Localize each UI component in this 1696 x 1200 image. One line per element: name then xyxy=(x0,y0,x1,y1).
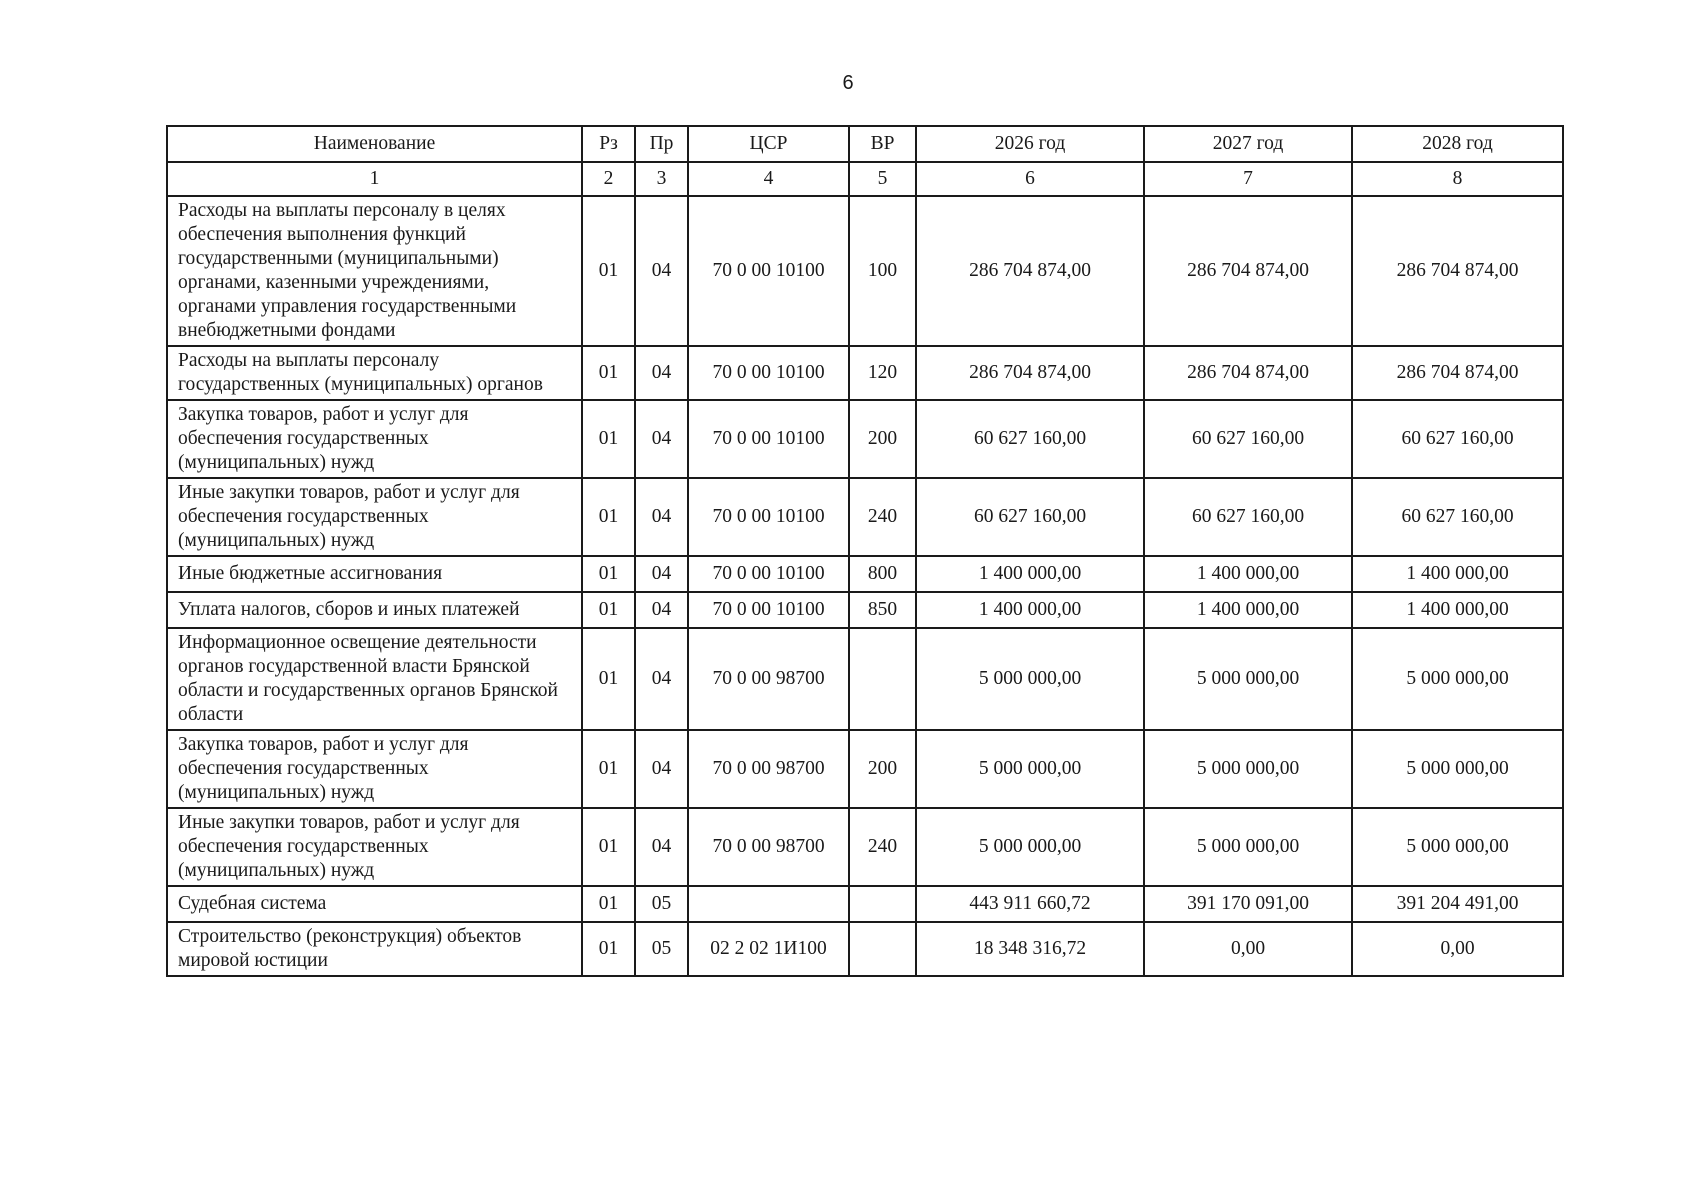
cell-2028: 1 400 000,00 xyxy=(1352,556,1563,592)
cell-2028: 391 204 491,00 xyxy=(1352,886,1563,922)
header-vr: ВР xyxy=(849,126,916,162)
cell-rz: 01 xyxy=(582,922,635,976)
table-row xyxy=(167,628,1563,730)
cell-2026: 18 348 316,72 xyxy=(916,922,1144,976)
cell-rz: 01 xyxy=(582,478,635,556)
cell-vr xyxy=(849,628,916,730)
cell-2027: 60 627 160,00 xyxy=(1144,478,1352,556)
cell-2027: 5 000 000,00 xyxy=(1144,730,1352,808)
cell-2028: 60 627 160,00 xyxy=(1352,400,1563,478)
cell-2026: 1 400 000,00 xyxy=(916,556,1144,592)
cell-vr: 240 xyxy=(849,808,916,886)
cell-pr: 05 xyxy=(635,922,688,976)
cell-name: Иные закупки товаров, работ и услуг для обеспечения государственных (муниципальных) нужд xyxy=(167,808,582,886)
cell-pr: 04 xyxy=(635,628,688,730)
cell-2028: 5 000 000,00 xyxy=(1352,730,1563,808)
table-row xyxy=(167,556,1563,592)
column-number-row xyxy=(167,162,1563,196)
cell-csr: 70 0 00 10100 xyxy=(688,400,849,478)
cell-2026: 1 400 000,00 xyxy=(916,592,1144,628)
table-row xyxy=(167,886,1563,922)
column-number: 7 xyxy=(1144,162,1352,196)
header-rz: Рз xyxy=(582,126,635,162)
cell-2027: 1 400 000,00 xyxy=(1144,556,1352,592)
cell-csr: 70 0 00 10100 xyxy=(688,196,849,346)
cell-csr: 70 0 00 10100 xyxy=(688,478,849,556)
cell-2028: 5 000 000,00 xyxy=(1352,808,1563,886)
cell-rz: 01 xyxy=(582,730,635,808)
budget-table xyxy=(166,125,1564,977)
cell-vr: 240 xyxy=(849,478,916,556)
cell-2026: 5 000 000,00 xyxy=(916,628,1144,730)
cell-csr xyxy=(688,886,849,922)
cell-vr xyxy=(849,886,916,922)
page-number: 6 xyxy=(842,72,854,94)
cell-rz: 01 xyxy=(582,400,635,478)
cell-rz: 01 xyxy=(582,592,635,628)
column-number: 3 xyxy=(635,162,688,196)
cell-pr: 05 xyxy=(635,886,688,922)
cell-name: Иные бюджетные ассигнования xyxy=(167,556,582,592)
cell-vr: 200 xyxy=(849,730,916,808)
cell-csr: 02 2 02 1И100 xyxy=(688,922,849,976)
table-row xyxy=(167,592,1563,628)
header-csr: ЦСР xyxy=(688,126,849,162)
cell-pr: 04 xyxy=(635,556,688,592)
table-row xyxy=(167,922,1563,976)
table-row xyxy=(167,346,1563,400)
cell-pr: 04 xyxy=(635,478,688,556)
cell-vr: 850 xyxy=(849,592,916,628)
cell-name: Закупка товаров, работ и услуг для обеспечения государственных (муниципальных) нужд xyxy=(167,730,582,808)
cell-csr: 70 0 00 10100 xyxy=(688,592,849,628)
cell-name: Иные закупки товаров, работ и услуг для обеспечения государственных (муниципальных) нужд xyxy=(167,478,582,556)
cell-2027: 286 704 874,00 xyxy=(1144,346,1352,400)
cell-2028: 60 627 160,00 xyxy=(1352,478,1563,556)
cell-2027: 0,00 xyxy=(1144,922,1352,976)
header-pr: Пр xyxy=(635,126,688,162)
cell-2028: 286 704 874,00 xyxy=(1352,196,1563,346)
table-body xyxy=(167,162,1563,976)
cell-csr: 70 0 00 98700 xyxy=(688,628,849,730)
header-2026: 2026 год xyxy=(916,126,1144,162)
cell-csr: 70 0 00 98700 xyxy=(688,730,849,808)
cell-2027: 5 000 000,00 xyxy=(1144,628,1352,730)
cell-2027: 391 170 091,00 xyxy=(1144,886,1352,922)
header-2028: 2028 год xyxy=(1352,126,1563,162)
table-row xyxy=(167,196,1563,346)
column-number: 1 xyxy=(167,162,582,196)
cell-rz: 01 xyxy=(582,808,635,886)
cell-name: Строительство (реконструкция) объектов мировой юстиции xyxy=(167,922,582,976)
cell-vr: 100 xyxy=(849,196,916,346)
cell-csr: 70 0 00 10100 xyxy=(688,346,849,400)
cell-name: Информационное освещение деятельности органов государственной власти Брянской области и государственных органов Брянской области xyxy=(167,628,582,730)
cell-pr: 04 xyxy=(635,730,688,808)
cell-2028: 1 400 000,00 xyxy=(1352,592,1563,628)
column-number: 6 xyxy=(916,162,1144,196)
cell-rz: 01 xyxy=(582,628,635,730)
cell-2026: 60 627 160,00 xyxy=(916,400,1144,478)
column-number: 5 xyxy=(849,162,916,196)
table-row xyxy=(167,730,1563,808)
cell-vr: 800 xyxy=(849,556,916,592)
cell-2027: 1 400 000,00 xyxy=(1144,592,1352,628)
cell-name: Расходы на выплаты персоналу в целях обеспечения выполнения функций государственными (муниципальными) органами, казенными учреждениями, органами управления государственными внебюджетными фондами xyxy=(167,196,582,346)
header-2027: 2027 год xyxy=(1144,126,1352,162)
table-row xyxy=(167,478,1563,556)
cell-2026: 286 704 874,00 xyxy=(916,346,1144,400)
cell-name: Закупка товаров, работ и услуг для обеспечения государственных (муниципальных) нужд xyxy=(167,400,582,478)
cell-2028: 0,00 xyxy=(1352,922,1563,976)
cell-2028: 286 704 874,00 xyxy=(1352,346,1563,400)
cell-2026: 286 704 874,00 xyxy=(916,196,1144,346)
cell-rz: 01 xyxy=(582,346,635,400)
cell-2026: 5 000 000,00 xyxy=(916,730,1144,808)
cell-name: Судебная система xyxy=(167,886,582,922)
column-number: 2 xyxy=(582,162,635,196)
cell-pr: 04 xyxy=(635,592,688,628)
cell-2028: 5 000 000,00 xyxy=(1352,628,1563,730)
cell-2026: 5 000 000,00 xyxy=(916,808,1144,886)
cell-csr: 70 0 00 10100 xyxy=(688,556,849,592)
column-number: 4 xyxy=(688,162,849,196)
cell-pr: 04 xyxy=(635,808,688,886)
cell-pr: 04 xyxy=(635,346,688,400)
cell-2027: 5 000 000,00 xyxy=(1144,808,1352,886)
cell-2027: 286 704 874,00 xyxy=(1144,196,1352,346)
table-row xyxy=(167,808,1563,886)
cell-2026: 443 911 660,72 xyxy=(916,886,1144,922)
cell-vr: 200 xyxy=(849,400,916,478)
cell-vr: 120 xyxy=(849,346,916,400)
cell-rz: 01 xyxy=(582,886,635,922)
column-number: 8 xyxy=(1352,162,1563,196)
cell-2027: 60 627 160,00 xyxy=(1144,400,1352,478)
table-header xyxy=(167,126,1563,162)
header-name: Наименование xyxy=(167,126,582,162)
cell-name: Расходы на выплаты персоналу государственных (муниципальных) органов xyxy=(167,346,582,400)
header-row xyxy=(167,126,1563,162)
table-row xyxy=(167,400,1563,478)
cell-rz: 01 xyxy=(582,196,635,346)
cell-pr: 04 xyxy=(635,400,688,478)
cell-pr: 04 xyxy=(635,196,688,346)
cell-2026: 60 627 160,00 xyxy=(916,478,1144,556)
cell-name: Уплата налогов, сборов и иных платежей xyxy=(167,592,582,628)
cell-vr xyxy=(849,922,916,976)
cell-rz: 01 xyxy=(582,556,635,592)
cell-csr: 70 0 00 98700 xyxy=(688,808,849,886)
